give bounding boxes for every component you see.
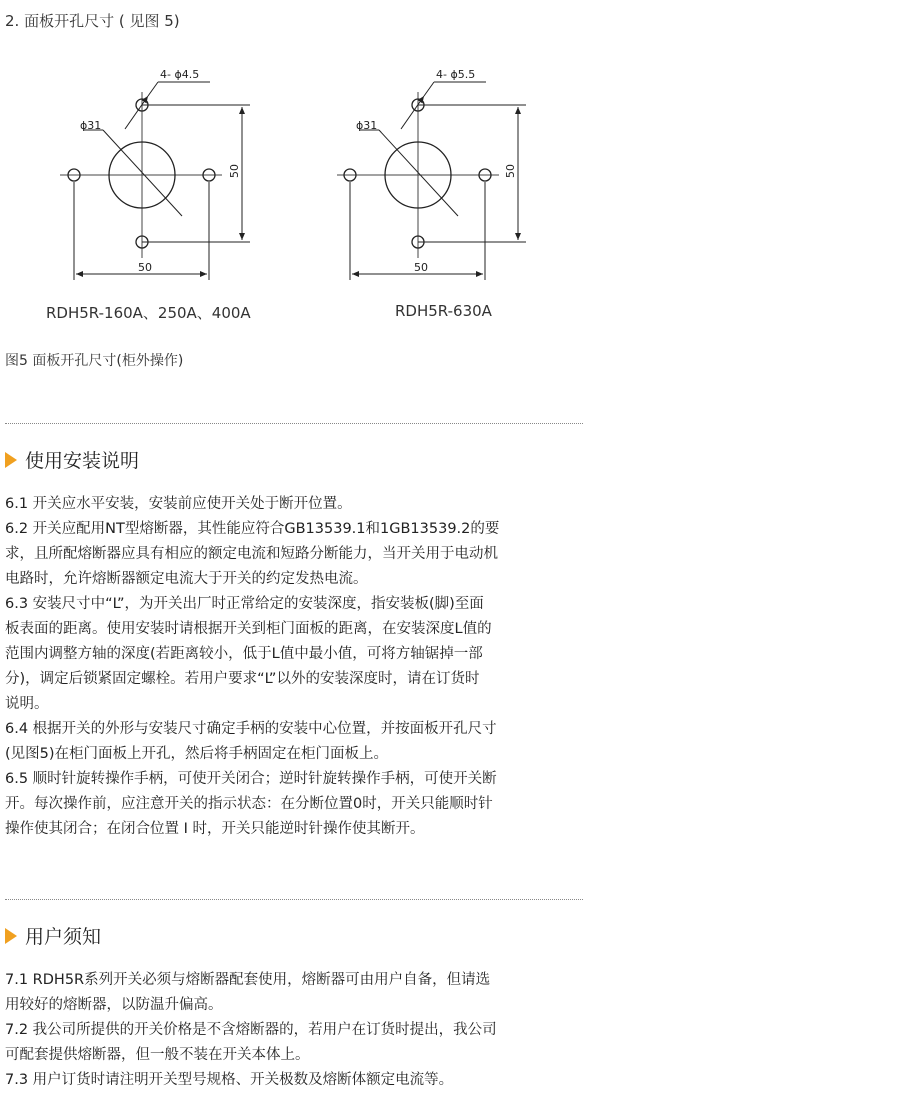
triangle-bullet-icon xyxy=(5,452,17,468)
text-line: 6.4 根据开关的外形与安装尺寸确定手柄的安装中心位置，并按面板开孔尺寸 xyxy=(5,721,497,737)
text-line: 7.3 用户订货时请注明开关型号规格、开关极数及熔断体额定电流等。 xyxy=(5,1072,454,1088)
hole-label-right: 4- ϕ5.5 xyxy=(436,68,476,81)
text-line: 板表面的距离。使用安装时请根据开关到柜门面板的距离，在安装深度L值的 xyxy=(5,621,492,637)
text-line: 6.1 开关应水平安装，安装前应使开关处于断开位置。 xyxy=(5,496,352,512)
panel-cutout-diagram xyxy=(0,55,560,295)
dim-horizontal-left: 50 xyxy=(138,261,152,274)
circle-label-right: ϕ31 xyxy=(356,119,378,132)
section-title-installation xyxy=(5,446,139,473)
text-line: 电路时，允许熔断器额定电流大于开关的约定发热电流。 xyxy=(5,571,368,587)
dim-horizontal-right: 50 xyxy=(414,261,428,274)
text-line: 7.1 RDH5R系列开关必须与熔断器配套使用，熔断器可由用户自备，但请选 xyxy=(5,972,491,988)
hole-label-left: 4- ϕ4.5 xyxy=(160,68,200,81)
user-notice-text xyxy=(5,968,585,1093)
diagram-caption-left: RDH5R-160A、250A、400A xyxy=(46,304,251,322)
text-line: 7.2 我公司所提供的开关价格是不含熔断器的，若用户在订货时提出，我公司 xyxy=(5,1022,497,1038)
section-title-text: 用户须知 xyxy=(25,926,102,948)
section-title-user-notice xyxy=(5,922,101,949)
text-line: 操作使其闭合；在闭合位置 I 时，开关只能逆时针操作使其断开。 xyxy=(5,821,425,837)
figure-caption: 图5 面板开孔尺寸(柜外操作) xyxy=(5,353,184,369)
dim-vertical-left: 50 xyxy=(228,164,241,178)
diagram-caption-right: RDH5R-630A xyxy=(395,302,492,320)
text-line: 分)，调定后锁紧固定螺栓。若用户要求“L”以外的安装深度时，请在订货时 xyxy=(5,671,480,687)
text-line: 范围内调整方轴的深度(若距离较小，低于L值中最小值，可将方轴锯掉一部 xyxy=(5,646,483,662)
cutout-drawing-left xyxy=(60,82,250,280)
cutout-drawing-right xyxy=(337,82,526,280)
circle-label-left: ϕ31 xyxy=(80,119,102,132)
section-title-text: 使用安装说明 xyxy=(25,450,140,472)
text-line: 用较好的熔断器，以防温升偏高。 xyxy=(5,997,223,1013)
text-line: 开。每次操作前，应注意开关的指示状态：在分断位置0时，开关只能顺时针 xyxy=(5,796,493,812)
text-line: 6.2 开关应配用NT型熔断器，其性能应符合GB13539.1和1GB13539.2的要 xyxy=(5,521,500,537)
dim-vertical-right: 50 xyxy=(504,164,517,178)
text-line: (见图5)在柜门面板上开孔，然后将手柄固定在柜门面板上。 xyxy=(5,746,389,762)
section-heading-panel-cutout: 2. 面板开孔尺寸 ( 见图 5) xyxy=(5,12,180,30)
text-line: 6.3 安装尺寸中“L”，为开关出厂时正常给定的安装深度，指安装板(脚)至面 xyxy=(5,596,484,612)
text-line: 求，且所配熔断器应具有相应的额定电流和短路分断能力，当开关用于电动机 xyxy=(5,546,498,562)
text-line: 说明。 xyxy=(5,696,49,712)
divider xyxy=(5,899,583,900)
divider xyxy=(5,423,583,424)
installation-instructions xyxy=(5,492,585,842)
text-line: 6.5 顺时针旋转操作手柄，可使开关闭合；逆时针旋转操作手柄，可使开关断 xyxy=(5,771,497,787)
triangle-bullet-icon xyxy=(5,928,17,944)
text-line: 可配套提供熔断器，但一般不装在开关本体上。 xyxy=(5,1047,310,1063)
